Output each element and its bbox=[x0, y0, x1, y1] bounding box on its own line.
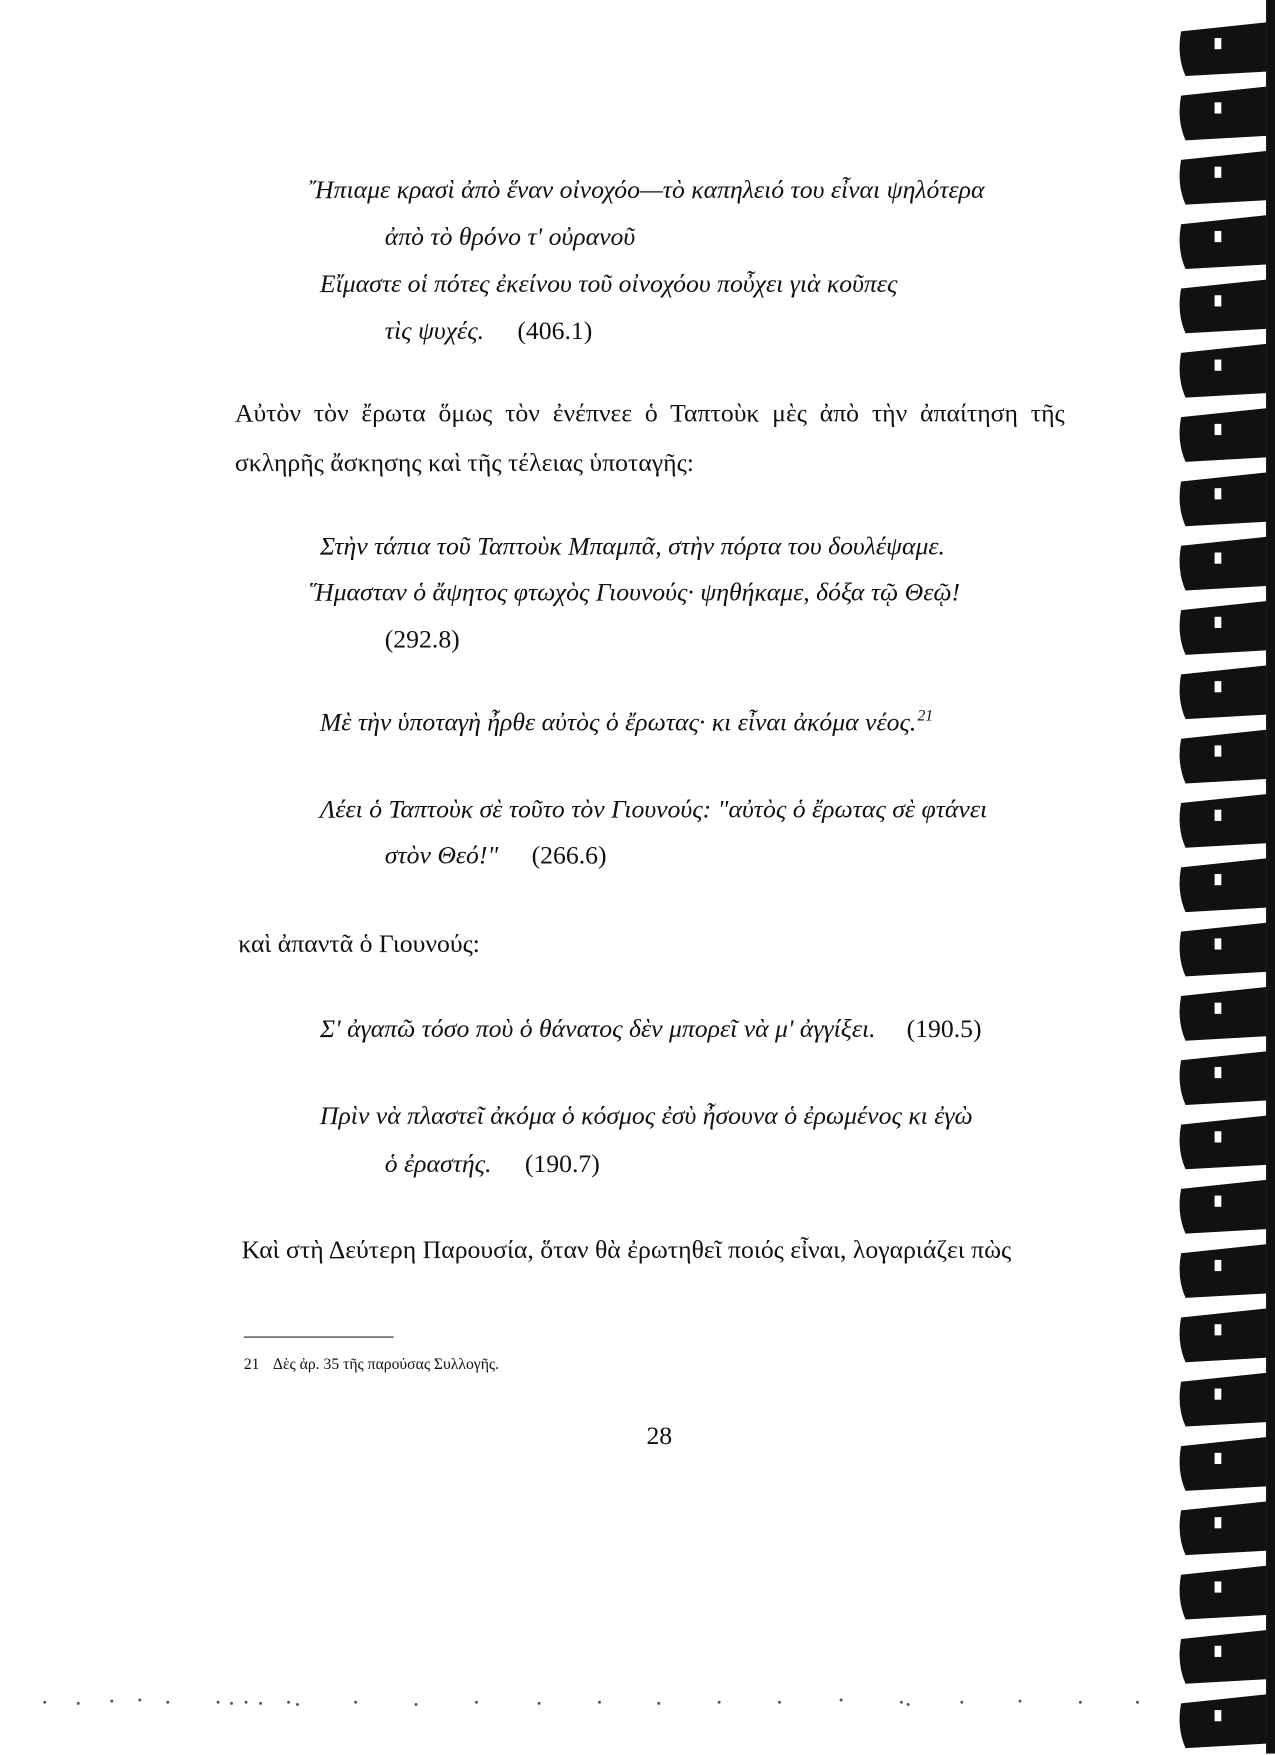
binding-mark bbox=[1180, 1501, 1266, 1555]
binding-notch bbox=[1215, 1581, 1222, 1592]
footnote-text: Δὲς ἀρ. 35 τῆς παρούσας Συλλογῆς. bbox=[272, 1356, 500, 1374]
verse1-reference: (406.1) bbox=[517, 316, 593, 345]
verse5-line1-text: Σ' ἀγαπῶ τόσο ποὺ ὁ θάνατος δὲν μπορεῖ νὰ μ' ἀγγίξει. bbox=[319, 1014, 876, 1043]
prose1-line2: σκληρῆς ἄσκησης καὶ τῆς τέλειας ὑποταγῆς: bbox=[234, 448, 694, 477]
binding-notch bbox=[1215, 1067, 1222, 1078]
binding-notch bbox=[1215, 38, 1222, 49]
spiral-binding bbox=[1161, 0, 1275, 1754]
binding-mark bbox=[1180, 22, 1266, 76]
binding-notch bbox=[1215, 874, 1222, 885]
verse6-line1: Πρὶν νὰ πλαστεῖ ἀκόμα ὁ κόσμος ἐσὺ ἦσουνα ὁ ἐρωμένος κι ἐγὼ bbox=[319, 1101, 973, 1130]
binding-mark bbox=[1180, 1373, 1266, 1427]
binding-notch bbox=[1215, 745, 1222, 756]
binding-notch bbox=[1215, 488, 1222, 499]
binding-notch bbox=[1215, 1453, 1222, 1464]
verse5-reference: (190.5) bbox=[906, 1014, 982, 1043]
binding-mark bbox=[1180, 537, 1266, 591]
binding-mark bbox=[1180, 215, 1266, 269]
verse1-line4 bbox=[385, 318, 593, 344]
footnote-number: 21 bbox=[243, 1356, 260, 1374]
binding-mark bbox=[1180, 1244, 1266, 1298]
verse3-line1-text: Μὲ τὴν ὑποταγὴ ἦρθε αὐτὸς ὁ ἔρωτας· κι εἶναι ἀκόμα νέος. bbox=[319, 707, 917, 736]
binding-mark bbox=[1180, 473, 1266, 527]
binding-mark bbox=[1180, 1437, 1266, 1491]
binding-mark bbox=[1180, 1566, 1266, 1620]
verse1-line2: ἀπὸ τὸ θρόνο τ' οὐρανοῦ bbox=[384, 222, 636, 251]
verse5-line1 bbox=[320, 1016, 982, 1042]
binding-mark bbox=[1180, 1051, 1266, 1105]
binding-mark bbox=[1180, 344, 1266, 398]
verse6-line2 bbox=[385, 1151, 600, 1177]
binding-mark bbox=[1180, 730, 1266, 784]
binding-notch bbox=[1215, 1196, 1222, 1207]
verse6-reference: (190.7) bbox=[524, 1149, 600, 1178]
verse1-line1: ῎Ηπιαμε κρασὶ ἀπὸ ἕναν οἰνοχόο—τὸ καπηλειό του εἶναι ψηλότερα bbox=[306, 175, 985, 204]
binding-notch bbox=[1215, 681, 1222, 692]
binding-mark bbox=[1180, 280, 1266, 334]
scan-specks bbox=[0, 1678, 1163, 1723]
binding-notch bbox=[1215, 1710, 1222, 1721]
page-number: 28 bbox=[646, 1421, 673, 1450]
binding-mark bbox=[1180, 987, 1266, 1041]
binding-notch bbox=[1215, 1324, 1222, 1335]
prose2-line1: καὶ ἀπαντᾶ ὁ Γιουνούς: bbox=[238, 929, 480, 958]
binding-notch bbox=[1215, 1260, 1222, 1271]
verse1-line3: Εἴμαστε οἱ πότες ἐκείνου τοῦ οἰνοχόου ποὖχει γιὰ κοῦπες bbox=[319, 269, 898, 298]
binding-notch bbox=[1215, 360, 1222, 371]
verse4-line1: Λέει ὁ Ταπτοὺκ σὲ τοῦτο τὸν Γιουνούς: "αὐτὸς ὁ ἔρωτας σὲ φτάνει bbox=[319, 795, 988, 824]
binding-mark bbox=[1180, 408, 1266, 462]
verse6-line2-text: ὁ ἐραστής. bbox=[384, 1149, 492, 1178]
binding-notch bbox=[1215, 1646, 1222, 1657]
prose3-line1: Καὶ στὴ Δεύτερη Παρουσία, ὅταν θὰ ἐρωτηθεῖ ποιός εἶναι, λογαριάζει πὼς bbox=[241, 1235, 1012, 1264]
binding-mark bbox=[1180, 1694, 1266, 1748]
binding-notch bbox=[1215, 424, 1222, 435]
verse2-reference: (292.8) bbox=[384, 625, 460, 654]
binding-mark bbox=[1180, 1309, 1266, 1363]
verse1-line4-text: τὶς ψυχές. bbox=[384, 316, 485, 345]
verse3-line1 bbox=[320, 709, 933, 735]
verse4-line2 bbox=[385, 842, 607, 868]
binding-mark bbox=[1180, 665, 1266, 719]
footnote bbox=[244, 1357, 499, 1375]
binding-notch bbox=[1215, 1389, 1222, 1400]
binding-notch bbox=[1215, 617, 1222, 628]
binding-mark bbox=[1180, 1180, 1266, 1234]
binding-notch bbox=[1215, 231, 1222, 242]
binding-notch bbox=[1215, 1517, 1222, 1528]
verse2-line1: Στὴν τάπια τοῦ Ταπτοὺκ Μπαμπᾶ, στὴν πόρτα του δουλέψαμε. bbox=[319, 532, 945, 561]
footnote-marker: 21 bbox=[917, 707, 934, 725]
binding-notch bbox=[1215, 295, 1222, 306]
verse2-line2: ῞Ημασταν ὁ ἄψητος φτωχὸς Γιουνούς· ψηθήκαμε, δόξα τῷ Θεῷ! bbox=[306, 578, 961, 607]
verse4-reference: (266.6) bbox=[531, 841, 607, 870]
prose1-line1: Αὐτὸν τὸν ἔρωτα ὅμως τὸν ἐνέπνεε ὁ Ταπτοὺκ μὲς ἀπὸ τὴν ἀπαίτηση τῆς bbox=[234, 399, 1065, 428]
binding-notch bbox=[1215, 1003, 1222, 1014]
footnote-separator bbox=[244, 1337, 394, 1338]
binding-mark bbox=[1180, 601, 1266, 655]
binding-notch bbox=[1215, 552, 1222, 563]
binding-mark bbox=[1180, 923, 1266, 977]
binding-mark bbox=[1180, 1630, 1266, 1684]
binding-notch bbox=[1215, 938, 1222, 949]
binding-mark bbox=[1180, 87, 1266, 141]
binding-notch bbox=[1215, 810, 1222, 821]
binding-notch bbox=[1215, 1131, 1222, 1142]
binding-mark bbox=[1180, 1116, 1266, 1170]
binding-notch bbox=[1215, 102, 1222, 113]
binding-mark bbox=[1180, 151, 1266, 205]
binding-mark bbox=[1180, 858, 1266, 912]
binding-mark bbox=[1180, 794, 1266, 848]
verse4-line2-text: στὸν Θεό!" bbox=[384, 841, 499, 870]
binding-notch bbox=[1215, 167, 1222, 178]
